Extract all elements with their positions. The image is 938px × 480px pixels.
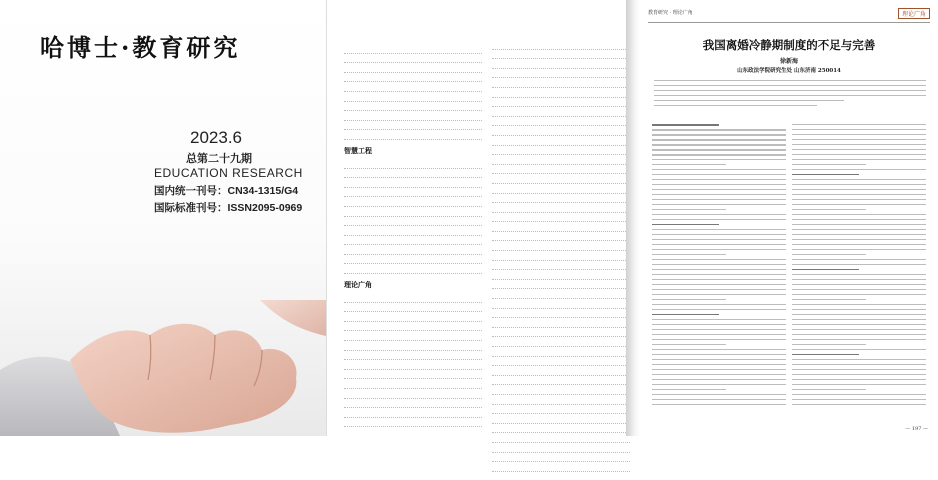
toc-item <box>492 165 630 175</box>
text-line <box>792 384 926 385</box>
text-line <box>792 324 926 325</box>
text-line <box>792 299 866 300</box>
toc-item <box>492 69 630 79</box>
text-line <box>792 139 926 140</box>
text-line <box>792 364 926 365</box>
text-line <box>792 259 926 260</box>
toc-item <box>492 318 630 328</box>
text-line <box>652 304 786 305</box>
text-line <box>652 239 786 240</box>
text-line <box>652 404 786 405</box>
toc-item <box>492 98 630 108</box>
text-line <box>654 95 926 96</box>
toc-item <box>492 328 630 338</box>
text-line <box>654 100 844 101</box>
toc-item <box>344 255 482 265</box>
text-line <box>652 134 786 135</box>
text-line <box>792 274 926 275</box>
journal-cover <box>0 0 327 436</box>
toc-item <box>344 312 482 322</box>
text-line <box>792 334 926 335</box>
text-line <box>652 194 786 195</box>
text-line <box>792 294 926 295</box>
text-line <box>652 329 786 330</box>
toc-item <box>492 107 630 117</box>
toc-item <box>492 270 630 280</box>
subheading-line <box>652 224 719 226</box>
text-line <box>652 169 786 170</box>
text-line <box>792 149 926 150</box>
toc-item <box>344 102 482 112</box>
text-line <box>652 229 786 230</box>
toc-item <box>344 54 482 64</box>
toc-item <box>492 174 630 184</box>
toc-item <box>344 130 482 140</box>
text-line <box>792 389 866 390</box>
text-line <box>792 159 926 160</box>
text-line <box>652 339 786 340</box>
text-line <box>652 374 786 375</box>
text-line <box>792 234 926 235</box>
toc-item <box>344 360 482 370</box>
contents-page-left <box>336 0 488 480</box>
toc-item <box>492 405 630 415</box>
text-line <box>652 399 786 400</box>
toc-item <box>344 207 482 217</box>
text-line <box>792 244 926 245</box>
text-line <box>792 229 926 230</box>
toc-item <box>344 331 482 341</box>
text-line <box>652 234 786 235</box>
text-line <box>652 394 786 395</box>
text-line <box>652 334 786 335</box>
text-line <box>792 319 926 320</box>
text-line <box>652 164 726 165</box>
toc-item <box>492 136 630 146</box>
hand-illustration-icon <box>0 300 326 436</box>
toc-item <box>492 424 630 434</box>
text-line <box>652 289 786 290</box>
text-line <box>792 399 926 400</box>
toc-item <box>492 280 630 290</box>
article-column-left <box>652 124 786 409</box>
toc-item <box>492 222 630 232</box>
text-line <box>792 194 926 195</box>
toc-item <box>344 322 482 332</box>
article-page <box>640 0 938 436</box>
text-line <box>652 259 786 260</box>
toc-item <box>492 40 630 50</box>
text-line <box>792 184 926 185</box>
text-line <box>654 105 817 106</box>
text-line <box>652 129 786 130</box>
text-line <box>792 344 866 345</box>
text-line <box>652 309 786 310</box>
article-abstract <box>654 80 926 110</box>
toc-item <box>344 341 482 351</box>
text-line <box>652 294 786 295</box>
subheading-line <box>792 174 859 176</box>
text-line <box>652 279 786 280</box>
text-line <box>652 344 726 345</box>
article-running-header <box>648 6 930 23</box>
text-line <box>792 134 926 135</box>
text-line <box>792 124 926 125</box>
journal-header-text: 教育研究 · 理论广角 <box>648 10 693 16</box>
text-line <box>652 284 786 285</box>
text-line <box>652 174 786 175</box>
text-line <box>792 249 926 250</box>
section-tag: 理论广角 <box>898 8 930 19</box>
toc-item <box>344 197 482 207</box>
toc-item <box>344 245 482 255</box>
text-line <box>652 324 786 325</box>
text-line <box>652 364 786 365</box>
text-line <box>792 179 926 180</box>
toc-item <box>492 241 630 251</box>
toc-item <box>492 347 630 357</box>
text-line <box>652 189 786 190</box>
toc-item <box>492 309 630 319</box>
text-line <box>652 179 786 180</box>
text-line <box>792 129 926 130</box>
text-line <box>792 279 926 280</box>
toc-item <box>492 59 630 69</box>
text-line <box>652 269 786 270</box>
toc-item <box>492 146 630 156</box>
contents-section-heading: 智慧工程 <box>344 145 372 155</box>
text-line <box>792 289 926 290</box>
text-line <box>792 239 926 240</box>
text-line <box>792 369 926 370</box>
text-line <box>792 219 926 220</box>
text-line <box>652 319 786 320</box>
text-line <box>652 359 786 360</box>
cover-issn: 国际标准刊号：ISSN2095-0969 <box>154 202 303 214</box>
toc-item <box>344 303 482 313</box>
text-line <box>652 244 786 245</box>
toc-item <box>492 414 630 424</box>
toc-item <box>344 111 482 121</box>
toc-item <box>492 289 630 299</box>
toc-item <box>344 188 482 198</box>
toc-item <box>492 443 630 453</box>
text-line <box>652 184 786 185</box>
toc-item <box>344 389 482 399</box>
toc-item <box>492 376 630 386</box>
toc-item <box>492 337 630 347</box>
subheading-line <box>652 314 719 316</box>
text-line <box>792 309 926 310</box>
subheading-line <box>792 354 859 356</box>
article-column-right <box>792 124 926 409</box>
toc-item <box>344 169 482 179</box>
text-line <box>654 85 926 86</box>
toc-item <box>344 217 482 227</box>
text-line <box>792 144 926 145</box>
toc-item <box>492 213 630 223</box>
toc-item <box>492 194 630 204</box>
text-line <box>792 209 866 210</box>
text-line <box>652 349 786 350</box>
text-line <box>652 219 786 220</box>
toc-item <box>344 236 482 246</box>
text-line <box>652 254 726 255</box>
text-line <box>792 284 926 285</box>
toc-item <box>344 159 482 169</box>
text-line <box>652 199 786 200</box>
text-line <box>652 384 786 385</box>
text-line <box>652 354 786 355</box>
toc-item <box>492 299 630 309</box>
text-line <box>792 404 926 405</box>
text-line <box>652 379 786 380</box>
text-line <box>792 214 926 215</box>
text-line <box>652 209 726 210</box>
text-line <box>792 349 926 350</box>
cover-year: 2023.6 <box>190 128 242 147</box>
toc-item <box>344 92 482 102</box>
text-line <box>654 90 926 91</box>
text-line <box>792 304 926 305</box>
text-line <box>792 199 926 200</box>
toc-item <box>492 395 630 405</box>
subheading-line <box>792 269 859 271</box>
text-line <box>792 189 926 190</box>
text-line <box>652 159 786 160</box>
text-line <box>652 274 786 275</box>
text-line <box>792 264 926 265</box>
toc-item <box>344 178 482 188</box>
text-line <box>652 139 786 140</box>
toc-item <box>344 264 482 274</box>
text-line <box>792 314 926 315</box>
text-line <box>792 379 926 380</box>
toc-item <box>344 418 482 428</box>
cover-issue: 总第二十九期 <box>186 152 252 165</box>
text-line <box>652 369 786 370</box>
cover-cn-number: 国内统一刊号：CN34-1315/G4 <box>154 185 299 197</box>
cover-title: 哈博士·教育研究 <box>40 33 241 62</box>
text-line <box>792 254 866 255</box>
text-line <box>792 339 926 340</box>
text-line <box>792 204 926 205</box>
toc-item <box>344 73 482 83</box>
text-line <box>652 214 786 215</box>
toc-item <box>492 385 630 395</box>
toc-item <box>492 366 630 376</box>
toc-item <box>492 78 630 88</box>
subheading-line <box>652 124 719 126</box>
toc-item <box>492 251 630 261</box>
text-line <box>792 329 926 330</box>
toc-item <box>492 50 630 60</box>
contents-section-heading: 理论广角 <box>344 280 372 290</box>
article-affiliation: 山东政法学院研究生处 山东济南 250014 <box>737 68 841 74</box>
text-line <box>792 374 926 375</box>
text-line <box>652 249 786 250</box>
text-line <box>652 149 786 150</box>
toc-item <box>344 293 482 303</box>
toc-item <box>344 121 482 131</box>
cover-english-title: EDUCATION RESEARCH <box>154 166 303 180</box>
text-line <box>652 264 786 265</box>
contents-page-right <box>484 0 636 476</box>
text-line <box>652 299 726 300</box>
text-line <box>652 389 726 390</box>
toc-item <box>344 408 482 418</box>
toc-item <box>492 126 630 136</box>
toc-item <box>492 203 630 213</box>
text-line <box>792 394 926 395</box>
toc-item <box>344 399 482 409</box>
toc-item <box>492 184 630 194</box>
text-line <box>652 204 786 205</box>
article-author: 徐新海 <box>779 58 798 65</box>
toc-item <box>492 453 630 463</box>
book-gutter <box>626 0 640 436</box>
text-line <box>792 359 926 360</box>
text-line <box>792 169 926 170</box>
toc-item <box>492 117 630 127</box>
toc-item <box>344 63 482 73</box>
toc-item <box>344 370 482 380</box>
text-line <box>792 154 926 155</box>
toc-item <box>344 226 482 236</box>
text-line <box>654 80 926 81</box>
toc-item <box>344 82 482 92</box>
text-line <box>792 224 926 225</box>
toc-item <box>492 462 630 472</box>
toc-item <box>344 44 482 54</box>
toc-item <box>492 433 630 443</box>
text-line <box>792 164 866 165</box>
toc-item <box>492 232 630 242</box>
toc-item <box>492 261 630 271</box>
text-line <box>652 154 786 155</box>
toc-item <box>492 155 630 165</box>
toc-item <box>344 351 482 361</box>
text-line <box>652 144 786 145</box>
page-number: — 197 — <box>905 426 928 432</box>
toc-item <box>344 379 482 389</box>
toc-item <box>492 88 630 98</box>
article-title: 我国离婚冷静期制度的不足与完善 <box>702 38 876 52</box>
toc-item <box>492 357 630 367</box>
